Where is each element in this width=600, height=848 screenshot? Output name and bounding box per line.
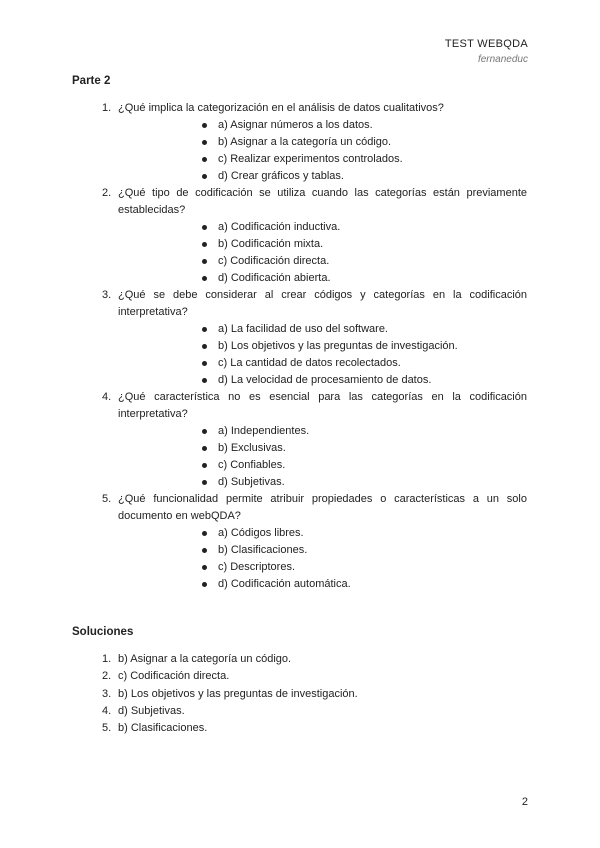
solution-number: 1. xyxy=(102,653,112,665)
solution-item xyxy=(72,720,527,737)
bullet-icon xyxy=(202,565,207,570)
option-text: b) Codificación mixta. xyxy=(218,238,324,250)
solution-item xyxy=(72,703,527,720)
option-item xyxy=(118,355,527,372)
option-list xyxy=(118,117,527,185)
document-author: fernaneduc xyxy=(477,54,528,65)
option-text: d) Codificación abierta. xyxy=(218,272,331,284)
bullet-icon xyxy=(202,582,207,587)
option-item xyxy=(118,134,527,151)
bullet-icon xyxy=(202,446,207,451)
option-item xyxy=(118,559,527,576)
bullet-icon xyxy=(202,344,207,349)
solution-text: d) Subjetivas. xyxy=(118,704,185,717)
question-text: ¿Qué característica no es esencial para las categorías en la codificación interpretativa? xyxy=(118,391,527,420)
option-text: d) Subjetivas. xyxy=(218,476,285,488)
option-item xyxy=(118,117,527,134)
question-5 xyxy=(72,491,527,593)
option-item xyxy=(118,236,527,253)
question-number: 3. xyxy=(102,289,112,301)
bullet-icon xyxy=(202,548,207,553)
option-text: d) La velocidad de procesamiento de datos. xyxy=(218,374,432,386)
bullet-icon xyxy=(202,276,207,281)
option-text: c) Descriptores. xyxy=(218,561,296,573)
option-list xyxy=(118,219,527,287)
solution-number: 3. xyxy=(102,687,112,700)
solution-text: c) Codificación directa. xyxy=(118,670,230,683)
bullet-icon xyxy=(202,157,207,162)
bullet-icon xyxy=(202,140,207,145)
option-text: c) Codificación directa. xyxy=(218,255,330,267)
question-text: ¿Qué se debe considerar al crear códigos y categorías en la codificación interpretativa? xyxy=(118,289,527,318)
option-text: b) Los objetivos y las preguntas de investigación. xyxy=(218,340,458,352)
option-item xyxy=(118,253,527,270)
solution-item xyxy=(72,686,527,703)
page-number: 2 xyxy=(521,796,528,808)
solution-text: b) Asignar a la categoría un código. xyxy=(118,653,292,665)
option-text: c) La cantidad de datos recolectados. xyxy=(218,357,401,369)
part-title: Parte 2 xyxy=(72,75,111,87)
bullet-icon xyxy=(202,225,207,230)
question-text: ¿Qué implica la categorización en el análisis de datos cualitativos? xyxy=(118,102,444,114)
bullet-icon xyxy=(202,242,207,247)
option-item xyxy=(118,168,527,185)
option-item xyxy=(118,542,527,559)
bullet-icon xyxy=(202,259,207,264)
question-4 xyxy=(72,389,527,491)
bullet-icon xyxy=(202,327,207,332)
document-title: TEST WEBQDA xyxy=(444,38,528,50)
option-item xyxy=(118,457,527,474)
option-text: a) La facilidad de uso del software. xyxy=(218,323,388,335)
solution-text: b) Clasificaciones. xyxy=(118,722,208,735)
option-list xyxy=(118,423,527,491)
option-text: b) Exclusivas. xyxy=(218,442,286,454)
question-1 xyxy=(72,100,527,185)
option-item xyxy=(118,525,527,542)
question-list xyxy=(72,100,527,593)
question-number: 4. xyxy=(102,391,112,403)
bullet-icon xyxy=(202,123,207,128)
question-text: ¿Qué tipo de codificación se utiliza cuando las categorías están previamente establecidas? xyxy=(118,187,527,216)
option-list xyxy=(118,525,527,593)
bullet-icon xyxy=(202,531,207,536)
question-text: ¿Qué funcionalidad permite atribuir propiedades o características a un solo documento en webQDA? xyxy=(118,493,527,522)
solution-number: 4. xyxy=(102,704,112,717)
option-item xyxy=(118,219,527,236)
question-2 xyxy=(72,185,527,287)
option-item xyxy=(118,372,527,389)
bullet-icon xyxy=(202,429,207,434)
bullet-icon xyxy=(202,361,207,366)
question-number: 1. xyxy=(102,102,112,114)
option-text: d) Crear gráficos y tablas. xyxy=(218,170,344,182)
option-text: b) Asignar a la categoría un código. xyxy=(218,136,392,148)
option-text: a) Asignar números a los datos. xyxy=(218,119,373,131)
option-item xyxy=(118,321,527,338)
question-number: 5. xyxy=(102,493,112,505)
option-text: a) Códigos libres. xyxy=(218,527,304,539)
page-header xyxy=(445,38,528,66)
option-text: c) Realizar experimentos controlados. xyxy=(218,153,403,165)
bullet-icon xyxy=(202,480,207,485)
option-item xyxy=(118,423,527,440)
bullet-icon xyxy=(202,463,207,468)
option-item xyxy=(118,576,527,593)
option-item xyxy=(118,440,527,457)
option-item xyxy=(118,474,527,491)
option-text: c) Confiables. xyxy=(218,459,286,471)
solution-number: 2. xyxy=(102,670,112,683)
solutions-section xyxy=(72,624,527,737)
solution-text: b) Los objetivos y las preguntas de investigación. xyxy=(118,687,358,700)
option-item xyxy=(118,270,527,287)
option-text: a) Independientes. xyxy=(218,425,310,437)
solution-list xyxy=(72,651,527,737)
option-list xyxy=(118,321,527,389)
question-number: 2. xyxy=(102,187,112,199)
option-text: a) Codificación inductiva. xyxy=(218,221,341,233)
solution-item xyxy=(72,668,527,685)
solution-number: 5. xyxy=(102,722,112,735)
option-text: d) Codificación automática. xyxy=(218,578,351,590)
option-item xyxy=(118,338,527,355)
bullet-icon xyxy=(202,174,207,179)
solutions-title: Soluciones xyxy=(72,626,134,638)
question-3 xyxy=(72,287,527,389)
option-item xyxy=(118,151,527,168)
quiz-content xyxy=(72,73,527,593)
solution-item xyxy=(72,651,527,668)
bullet-icon xyxy=(202,378,207,383)
option-text: b) Clasificaciones. xyxy=(218,544,308,556)
